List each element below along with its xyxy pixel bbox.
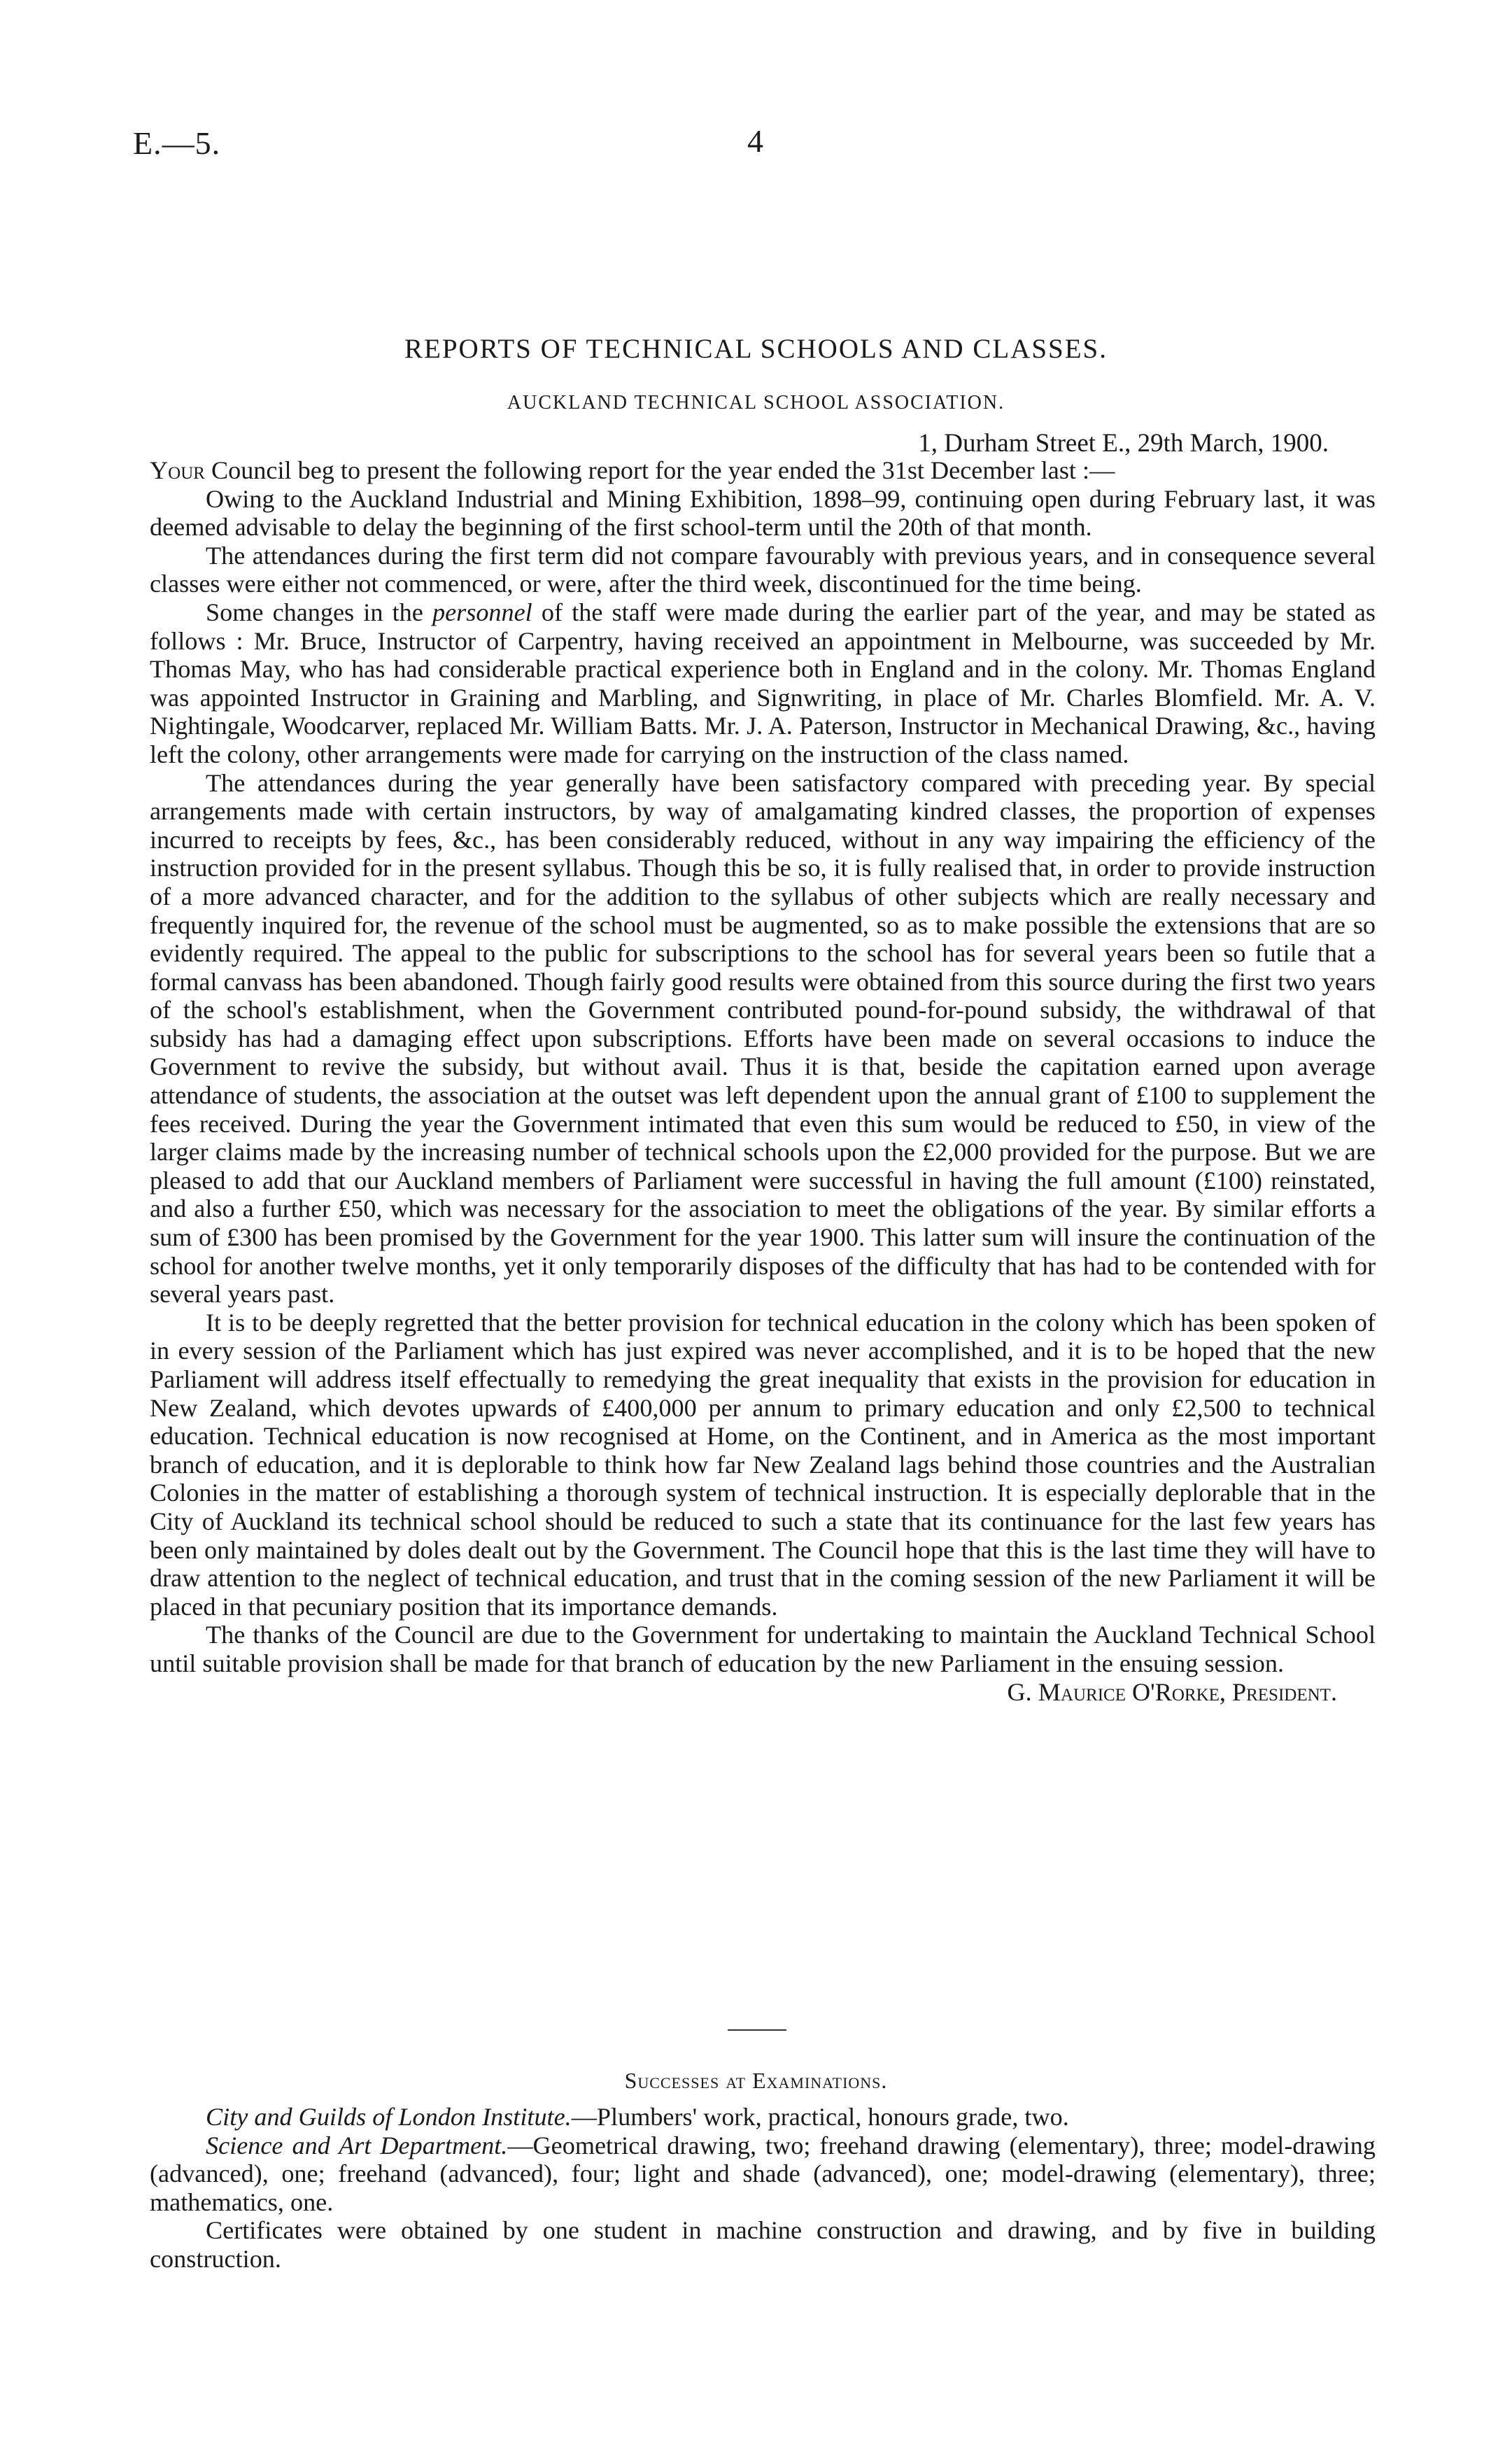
science-art-text: —Geometrical drawing, two; freehand drawing (elementary), three; model-drawing (advanced), one; freehand (advanced), four; light and shade (advanced), one; model-drawing (elementary), three; mathematics, one. — [150, 2131, 1376, 2216]
science-art-label: Science and Art Department. — [206, 2131, 508, 2159]
personnel-paragraph — [150, 598, 1376, 769]
personnel-before: Some changes in the — [206, 598, 432, 626]
attendance-first-term-paragraph: The attendances during the first term did not compare favourably with previous years, and in consequence several classes were either not commenced, or were, after the third week, discontinued for the time being. — [150, 541, 1376, 598]
personnel-after: of the staff were made during the earlier part of the year, and may be stated as follows : Mr. Bruce, Instructor of Carpentry, having received an appointment in Melbourne, was succeeded by Mr. Thomas May, who has had considerable practical experience both in England and in the colony. Mr. Thomas England was appointed Instructor in Graining and Marbling, and Signwriting, in place of Mr. Charles Blomfield. Mr. A. V. Nightingale, Woodcarver, replaced Mr. William Batts. Mr. J. A. Paterson, Instructor in Mechanical Drawing, &c., having left the colony, other arrangements were made for carrying on the instruction of the class named. — [150, 598, 1376, 768]
successes-body — [150, 2103, 1376, 2274]
signature: G. Maurice O'Rorke, President. — [1007, 1677, 1337, 1706]
section-divider — [728, 2029, 786, 2031]
report-body — [150, 456, 1376, 1706]
report-title: REPORTS OF TECHNICAL SCHOOLS AND CLASSES. — [404, 334, 1108, 364]
city-guilds-line — [150, 2103, 1376, 2132]
intro-lead: Your — [150, 456, 205, 484]
address-date-line: 1, Durham Street E., 29th March, 1900. — [918, 429, 1329, 458]
city-guilds-label: City and Guilds of London Institute. — [206, 2103, 572, 2131]
personnel-word: personnel — [432, 598, 532, 626]
certificates-line: Certificates were obtained by one student in machine construction and drawing, and by five in building construction. — [150, 2216, 1376, 2273]
page-number: 4 — [747, 123, 763, 159]
city-guilds-text: —Plumbers' work, practical, honours grade, two. — [571, 2103, 1069, 2131]
association-heading: AUCKLAND TECHNICAL SCHOOL ASSOCIATION. — [507, 392, 1005, 414]
signature-line — [150, 1678, 1376, 1707]
intro-paragraph — [150, 456, 1376, 485]
closing-paragraph — [150, 1621, 1376, 1677]
attendance-year-paragraph: The attendances during the year generally have been satisfactory compared with preceding year. By special arrangements made with certain instructors, by way of amalgamating kindred classes, the proportion of expenses incurred to receipts by fees, &c., has been considerably reduced, without in any way impairing the efficiency of the instruction provided for in the present syllabus. Though this be so, it is fully realised that, in order to provide instruction of a more advanced character, and for the addition to the syllabus of other subjects which are really necessary and frequently inquired for, the revenue of the school must be augmented, so as to make possible the extensions that are so evidently required. The appeal to the public for subscriptions to the school has for several years been so futile that a formal canvass has been abandoned. Though fairly good results were obtained from this source during the first two years of the school's establishment, when the Government contributed pound-for-pound subsidy, the withdrawal of that subsidy has had a damaging effect upon subscriptions. Efforts have been made on several occasions to induce the Government to revive the subsidy, but without avail. Thus it is that, beside the capitation earned upon average attendance of students, the association at the outset was left dependent upon the annual grant of £100 to supplement the fees received. During the year the Government intimated that even this sum would be reduced to £50, in view of the larger claims made by the increasing number of technical schools upon the £2,000 provided for the purpose. But we are pleased to add that our Auckland members of Parliament were successful in having the full amount (£100) reinstated, and also a further £50, which was necessary for the association to meet the obligations of the year. By similar efforts a sum of £300 has been promised by the Government for the year 1900. This latter sum will insure the continuation of the school for another twelve months, yet it only temporarily disposes of the difficulty that has had to be contended with for several years past. — [150, 768, 1376, 1309]
regret-paragraph: It is to be deeply regretted that the better provision for technical education in the colony which has been spoken of in every session of the Parliament which has just expired was never accomplished, and it is to be hoped that the new Parliament will address itself effectually to remedying the great inequality that exists in the provision for education in New Zealand, which devotes upwards of £400,000 per annum to primary education and only £2,500 to technical education. Technical education is now recognised at Home, on the Continent, and in America as the most important branch of education, and it is deplorable to think how far New Zealand lags behind those countries and the Australian Colonies in the matter of establishing a thorough system of technical instruction. It is especially deplorable that in the City of Auckland its technical school should be reduced to such a state that its continuance for the last few years has been only maintained by doles dealt out by the Government. The Council hope that this is the last time they will have to draw attention to the neglect of technical education, and trust that in the coming session of the new Parliament it will be placed in that pecuniary position that its importance demands. — [150, 1308, 1376, 1621]
document-reference: E.—5. — [133, 125, 221, 161]
successes-heading: Successes at Examinations. — [624, 2068, 888, 2093]
exhibition-paragraph: Owing to the Auckland Industrial and Mining Exhibition, 1898–99, continuing open during February last, it was deemed advisable to delay the beginning of the first school-term until the 20th of that month. — [150, 484, 1376, 542]
science-art-line — [150, 2132, 1376, 2217]
closing-text: The thanks of the Council are due to the Government for undertaking to maintain the Auckland Technical School until suitable provision shall be made for that branch of education by the new Parliament in the ensuing session. — [150, 1621, 1376, 1677]
intro-rest: Council beg to present the following report for the year ended the 31st December last :— — [204, 456, 1115, 484]
